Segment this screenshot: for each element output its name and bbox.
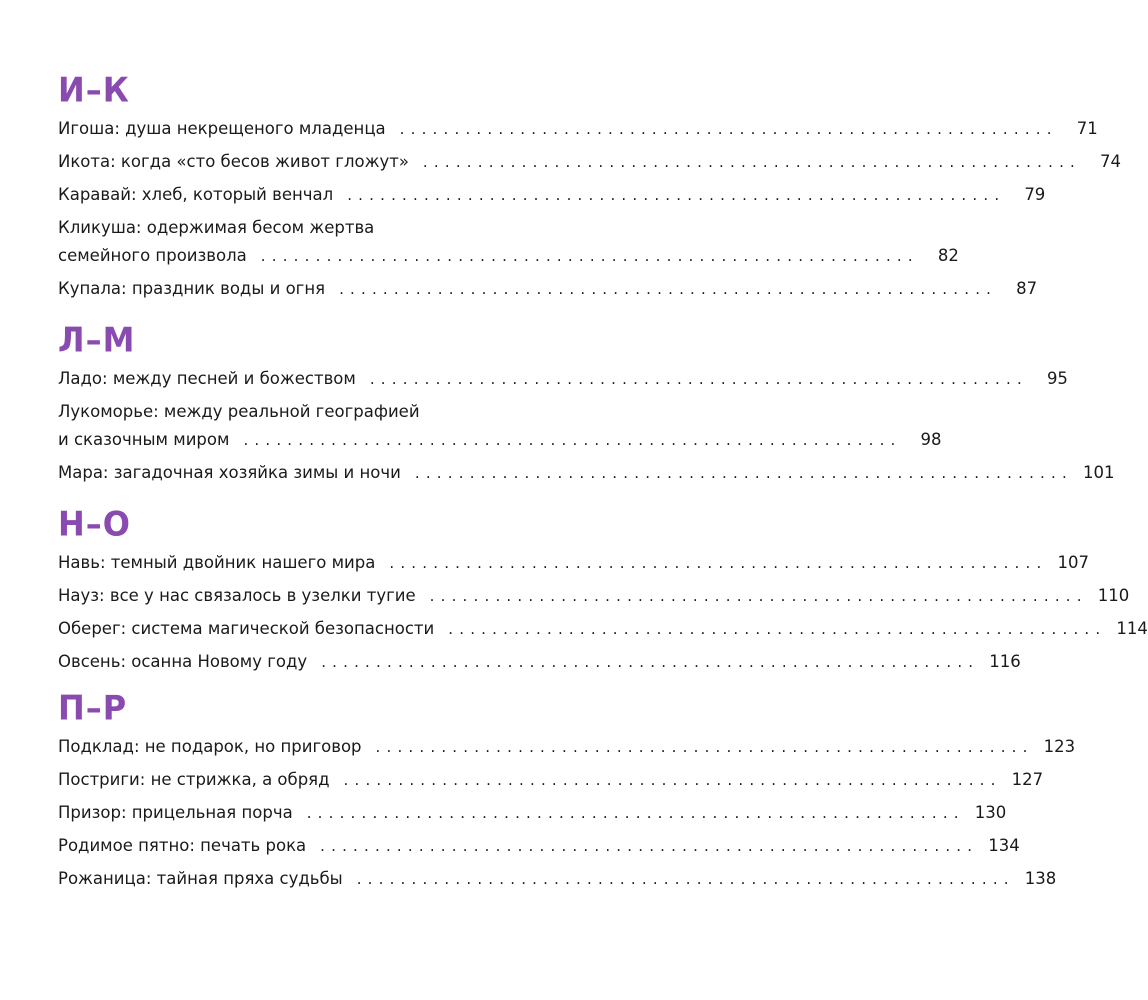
dot-leader: ............................................................ (389, 554, 1048, 572)
dot-leader: ............................................................ (414, 464, 1073, 482)
toc-entry[interactable] (58, 648, 1021, 676)
dot-leader: ............................................................ (306, 804, 965, 822)
dot-leader: ............................................................ (429, 587, 1088, 605)
toc-entry[interactable] (58, 832, 1020, 860)
dot-leader: ............................................................ (369, 370, 1028, 388)
page-number: 79 (1024, 185, 1046, 204)
entry-title: Рожаница: тайная пряха судьбы (58, 869, 343, 888)
page-number: 138 (1024, 869, 1057, 888)
toc-entry[interactable] (58, 799, 1007, 827)
page-number: 71 (1076, 119, 1098, 138)
page-number: 98 (920, 430, 942, 449)
entry-title: Постриги: не стрижка, а обряд (58, 770, 330, 789)
toc-entry[interactable] (58, 398, 942, 454)
entry-title: Ладо: между песней и божеством (58, 369, 356, 388)
section-heading: И–К (58, 69, 130, 110)
entry-title: и сказочным миром (58, 430, 230, 449)
page-number: 107 (1057, 553, 1089, 572)
toc-section (58, 687, 1076, 898)
page-number: 123 (1043, 737, 1076, 756)
toc-entry[interactable] (58, 459, 1115, 487)
entry-title: Призор: прицельная порча (58, 803, 293, 822)
dot-leader: ............................................................ (399, 120, 1058, 138)
toc-entry[interactable] (58, 766, 1044, 794)
entry-title: Купала: праздник воды и огня (58, 279, 326, 298)
entry-title: Мара: загадочная хозяйка зимы и ночи (58, 463, 401, 482)
dot-leader: ............................................................ (422, 153, 1082, 171)
entry-title: семейного произвола (58, 246, 247, 265)
dot-leader: ............................................................ (260, 247, 919, 265)
entry-title: Науз: все у нас связалось в узелки тугие (58, 586, 416, 605)
entry-title: Навь: темный двойник нашего мира (58, 553, 376, 572)
toc-section (58, 319, 1115, 492)
entry-title: Игоша: душа некрещеного младенца (58, 119, 386, 138)
page-number: 101 (1082, 463, 1115, 482)
dot-leader: ............................................................ (243, 431, 902, 449)
toc-entry[interactable] (58, 549, 1089, 577)
entry-title: Подклад: не подарок, но приговор (58, 737, 362, 756)
page-number: 130 (974, 803, 1007, 822)
toc-entry[interactable] (58, 181, 1046, 209)
toc-entry[interactable] (58, 733, 1076, 761)
page-number: 87 (1016, 279, 1038, 298)
entry-title: Кликуша: одержимая бесом жертва (58, 218, 375, 237)
toc-entry[interactable] (58, 865, 1057, 893)
toc-section (58, 69, 1122, 308)
entry-title: Оберег: система магической безопасности (58, 619, 435, 638)
entry-title: Икота: когда «сто бесов живот гложут» (58, 152, 409, 171)
page-number: 74 (1100, 152, 1122, 171)
dot-leader: ............................................................ (448, 620, 1107, 638)
entry-title: Родимое пятно: печать рока (58, 836, 307, 855)
page-number: 82 (937, 246, 959, 265)
dot-leader: ............................................................ (347, 186, 1006, 204)
toc-entry[interactable] (58, 365, 1068, 393)
section-heading: Н–О (58, 503, 131, 544)
entry-title: Овсень: осанна Новому году (58, 652, 308, 671)
section-heading: Л–М (58, 319, 136, 360)
dot-leader: ............................................................ (375, 738, 1034, 756)
dot-leader: ............................................................ (356, 870, 1015, 888)
page-number: 134 (988, 836, 1020, 855)
toc-entry[interactable] (58, 275, 1038, 303)
page-number: 116 (989, 652, 1021, 671)
page-number: 110 (1097, 586, 1130, 605)
toc-entry[interactable] (58, 115, 1098, 143)
toc-entry[interactable] (58, 214, 959, 270)
dot-leader: ............................................................ (320, 837, 979, 855)
dot-leader: ............................................................ (343, 771, 1002, 789)
toc-section (58, 503, 1148, 681)
section-heading: П–Р (58, 687, 128, 728)
page-number: 95 (1046, 369, 1068, 388)
dot-leader: ............................................................ (339, 280, 998, 298)
dot-leader: ............................................................ (321, 653, 980, 671)
toc-entry[interactable] (58, 582, 1130, 610)
toc-entry[interactable] (58, 148, 1122, 176)
entry-title: Каравай: хлеб, который венчал (58, 185, 334, 204)
page-number: 127 (1011, 770, 1044, 789)
page-number: 114 (1116, 619, 1148, 638)
entry-title: Лукоморье: между реальной географией (58, 402, 420, 421)
toc-entry[interactable] (58, 615, 1148, 643)
